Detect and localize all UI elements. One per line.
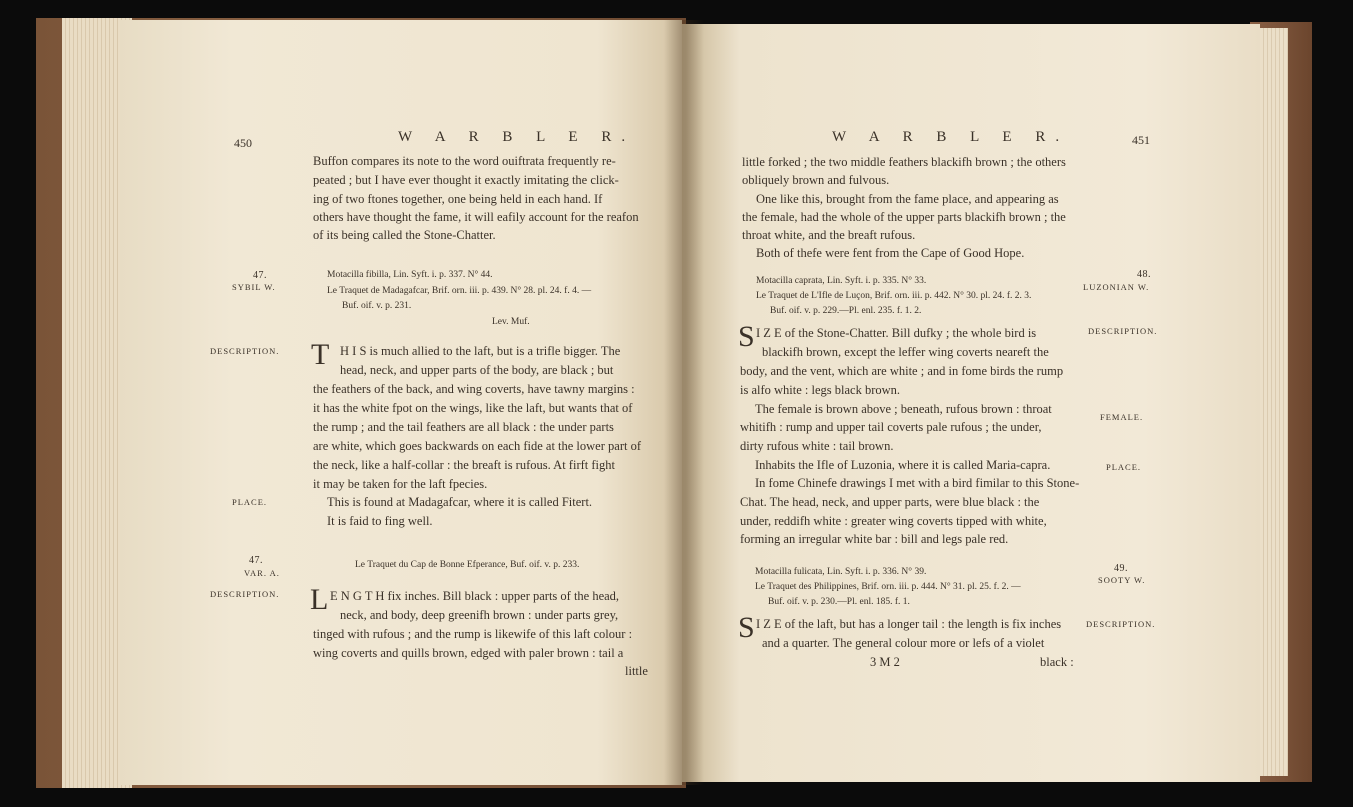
right-intro-line-4: the female, had the whole of the upper parts blackifh brown ; the	[742, 210, 1066, 224]
right-place-line-1: Inhabits the Ifle of Luzonia, where it is called Maria-capra.	[755, 458, 1051, 472]
left-desc2-line-2: neck, and body, deep greenifh brown : under parts grey,	[340, 608, 619, 622]
right-intro-line-3: One like this, brought from the fame place, and appearing as	[756, 192, 1059, 206]
left-desc1-line-2: head, neck, and upper parts of the body, are black ; but	[340, 363, 614, 377]
left-desc1-line-5: the rump ; and the tail feathers are all black : the under parts	[313, 420, 614, 434]
margin-luzonian-number: 48.	[1137, 269, 1151, 280]
luzonian-ref-3: Buf. oif. v. p. 229.—Pl. enl. 235. f. 1. 2.	[770, 306, 922, 316]
margin-description-2-right: DESCRIPTION.	[1086, 619, 1156, 629]
right-running-head: W A R B L E R.	[832, 129, 1070, 145]
sooty-ref-2: Le Traquet des Philippines, Brif. orn. iii. p. 444. N° 31. pl. 25. f. 2. —	[755, 582, 1021, 592]
margin-sooty-number: 49.	[1114, 563, 1128, 574]
margin-female: FEMALE.	[1100, 412, 1144, 422]
dropcap-s-1: S	[738, 320, 755, 353]
female-line-1: The female is brown above ; beneath, rufous brown : throat	[755, 402, 1052, 416]
left-desc1-line-1: H I S is much allied to the laft, but is a trifle bigger. The	[340, 344, 621, 358]
left-intro-line-2: peated ; but I have ever thought it exactly imitating the click-	[313, 173, 619, 187]
dropcap-s-2: S	[738, 611, 755, 644]
margin-luzonian-name: LUZONIAN W.	[1083, 282, 1150, 292]
luzonian-ref-1: Motacilla caprata, Lin. Syft. i. p. 335. N° 33.	[756, 276, 927, 286]
right-desc1-line-4: is alfo white : legs black brown.	[740, 383, 901, 397]
left-desc1-line-4: it has the white fpot on the wings, like the laft, but wants that of	[313, 401, 633, 415]
left-intro-line-5: of its being called the Stone-Chatter.	[313, 228, 496, 242]
female-line-3: dirty rufous white : tail brown.	[740, 439, 894, 453]
sybil-ref-1: Motacilla fibilla, Lin. Syft. i. p. 337. N° 44.	[327, 270, 493, 280]
right-place-line-5: forming an irregular white bar : bill and legs pale red.	[740, 532, 1009, 546]
dropcap-l: L	[310, 583, 329, 616]
left-running-head: W A R B L E R.	[398, 129, 636, 145]
right-page-number: 451	[1132, 133, 1150, 147]
right-desc1-line-1: I Z E of the Stone-Chatter. Bill dufky ; the whole bird is	[756, 326, 1037, 340]
right-place-line-2: In fome Chinefe drawings I met with a bird fimilar to this Stone-	[755, 476, 1080, 490]
dropcap-t: T	[311, 338, 330, 371]
right-place-line-4: under, reddifh white : greater wing coverts tipped with white,	[740, 514, 1047, 528]
luzonian-ref-2: Le Traquet de L'Ifle de Luçon, Brif. orn. iii. p. 442. N° 30. pl. 24. f. 2. 3.	[756, 291, 1032, 301]
left-desc1-line-8: it may be taken for the laft fpecies.	[313, 477, 488, 491]
right-intro-line-5: throat white, and the breaft rufous.	[742, 228, 916, 242]
left-desc2-line-4: wing coverts and quills brown, edged with paler brown : tail a	[313, 646, 624, 660]
left-intro-line-4: others have thought the fame, it will eafily account for the reafon	[313, 210, 639, 224]
sybil-ref-2: Le Traquet de Madagafcar, Brif. orn. iii. p. 439. N° 28. pl. 24. f. 4. —	[327, 286, 592, 296]
margin-sybil-number: 47.	[253, 270, 267, 281]
left-intro-line-1: Buffon compares its note to the word ouiftrata frequently re-	[313, 154, 616, 168]
right-intro-line-6: Both of thefe were fent from the Cape of Good Hope.	[756, 246, 1025, 260]
margin-var-name: VAR. A.	[244, 568, 280, 578]
left-place-line-2: It is faid to fing well.	[327, 514, 433, 528]
left-place-line-1: This is found at Madagafcar, where it is called Fitert.	[327, 495, 593, 509]
right-desc2-line-2: and a quarter. The general colour more or lefs of a violet	[762, 636, 1045, 650]
margin-place-left: PLACE.	[232, 497, 268, 507]
sybil-ref-3: Buf. oif. v. p. 231.	[342, 301, 412, 311]
book-gutter	[664, 20, 704, 785]
margin-description-2-left: DESCRIPTION.	[210, 589, 280, 599]
left-desc1-line-6: are white, which goes backwards on each fide at the lower part of	[313, 439, 641, 453]
sooty-ref-3: Buf. oif. v. p. 230.—Pl. enl. 185. f. 1.	[768, 597, 910, 607]
var-ref: Le Traquet du Cap de Bonne Efperance, Buf. oif. v. p. 233.	[355, 560, 580, 570]
left-catchword: little	[625, 664, 648, 678]
sybil-ref-4: Lev. Muf.	[492, 317, 530, 327]
left-desc1-line-7: the neck, like a half-collar : the breaft is rufous. At firft fight	[313, 458, 615, 472]
margin-description-1-right: DESCRIPTION.	[1088, 326, 1158, 336]
margin-var-number: 47.	[249, 555, 263, 566]
right-desc1-line-2: blackifh brown, except the leffer wing coverts neareft the	[762, 345, 1049, 359]
margin-place-right: PLACE.	[1106, 462, 1142, 472]
margin-sybil-name: SYBIL W.	[232, 282, 276, 292]
margin-description-1-left: DESCRIPTION.	[210, 346, 280, 356]
left-page-number: 450	[234, 136, 252, 150]
left-desc2-line-3: tinged with rufous ; and the rump is likewife of this laft colour :	[313, 627, 633, 641]
right-place-line-3: Chat. The head, neck, and upper parts, were blue black : the	[740, 495, 1040, 509]
left-intro-line-3: ing of two ftones together, one being held in each hand. If	[313, 192, 603, 206]
right-desc2-line-1: I Z E of the laft, but has a longer tail : the length is fix inches	[756, 617, 1062, 631]
sooty-ref-1: Motacilla fulicata, Lin. Syft. i. p. 336. N° 39.	[755, 567, 927, 577]
left-desc1-line-3: the feathers of the back, and wing coverts, have tawny margins :	[313, 382, 635, 396]
right-intro-line-2: obliquely brown and fulvous.	[742, 173, 890, 187]
left-desc2-line-1: E N G T H fix inches. Bill black : upper parts of the head,	[330, 589, 620, 603]
right-intro-line-1: little forked ; the two middle feathers blackifh brown ; the others	[742, 155, 1066, 169]
margin-sooty-name: SOOTY W.	[1098, 575, 1146, 585]
right-desc1-line-3: body, and the vent, which are white ; and in fome birds the rump	[740, 364, 1064, 378]
signature-mark: 3 M 2	[870, 655, 900, 669]
right-catchword: black :	[1040, 655, 1074, 669]
female-line-2: whitifh : rump and upper tail coverts pale rufous ; the under,	[740, 420, 1042, 434]
